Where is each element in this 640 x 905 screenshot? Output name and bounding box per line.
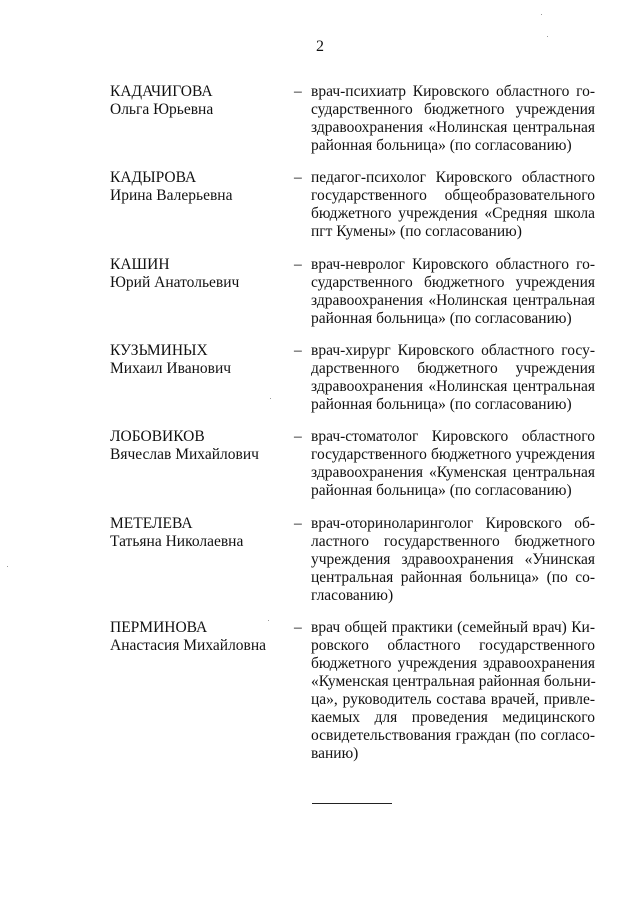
member-given-names: Анастасия Михайловна — [110, 637, 267, 654]
position-line: дарственного бюджетного учреждения — [311, 360, 595, 377]
position-line: гласованию) — [311, 587, 394, 604]
member-surname: КАДЫРОВА — [110, 169, 197, 186]
member-position — [311, 428, 595, 500]
position-line: учреждения здравоохранения «Унинская — [311, 551, 595, 568]
separator-dash: – — [294, 515, 302, 532]
member-position — [311, 342, 595, 414]
separator-dash: – — [294, 256, 302, 273]
member-given-names: Ирина Валерьевна — [110, 187, 233, 204]
scan-speck — [7, 566, 8, 567]
member-position — [311, 83, 595, 155]
position-line: врач-оториноларинголог Кировского об- — [311, 515, 595, 532]
member-surname: ПЕРМИНОВА — [110, 619, 208, 636]
member-surname: ЛОБОВИКОВ — [110, 428, 205, 445]
member-position — [311, 515, 595, 605]
scan-speck — [270, 398, 271, 399]
position-line: ровского областного государственного — [311, 637, 595, 654]
member-surname: МЕТЕЛЕВА — [110, 515, 193, 532]
member-given-names: Юрий Анатольевич — [110, 274, 240, 291]
position-line: здравоохранения «Нолинская центральная — [311, 378, 595, 395]
position-line: сударственного бюджетного учреждения — [311, 274, 595, 291]
position-line: «Куменская центральная районная больни- — [311, 673, 596, 690]
member-position — [311, 619, 595, 763]
member-name — [110, 515, 285, 551]
member-position — [311, 256, 595, 328]
position-line: районная больница» (по согласованию) — [311, 482, 572, 499]
member-name — [110, 428, 285, 464]
member-name — [110, 342, 285, 378]
position-line: врач-невролог Кировского областного го- — [311, 256, 595, 273]
position-line: каемых для проведения медицинского — [311, 709, 595, 726]
scan-speck — [547, 36, 548, 37]
position-line: врач общей практики (семейный врач) Ки- — [311, 619, 595, 636]
member-name — [110, 256, 285, 292]
position-line: районная больница» (по согласованию) — [311, 137, 572, 154]
position-line: районная больница» (по согласованию) — [311, 310, 572, 327]
position-line: здравоохранения «Нолинская центральная — [311, 292, 595, 309]
member-given-names: Вячеслав Михайлович — [110, 446, 259, 463]
position-line: государственного бюджетного учреждения — [311, 446, 595, 463]
position-line: врач-психиатр Кировского областного го- — [311, 83, 595, 100]
position-line: государственного общеобразовательного — [311, 187, 595, 204]
position-line: ластного государственного бюджетного — [311, 533, 595, 550]
member-name — [110, 169, 285, 205]
member-name — [110, 619, 285, 655]
position-line: ца», руководитель состава врачей, привле- — [311, 691, 595, 708]
position-line: бюджетного учреждения здравоохранения — [311, 655, 595, 672]
position-line: освидетельствования граждан (по согласо- — [311, 727, 595, 744]
position-line: педагог-психолог Кировского областного — [311, 169, 595, 186]
member-position — [311, 169, 595, 241]
position-line: сударственного бюджетного учреждения — [311, 101, 595, 118]
member-given-names: Михаил Иванович — [110, 360, 232, 377]
position-line: центральная районная больница» (по со- — [311, 569, 595, 586]
scan-speck — [268, 620, 269, 621]
position-line: здравоохранения «Нолинская центральная — [311, 119, 595, 136]
position-line: пгт Кумены» (по согласованию) — [311, 223, 522, 240]
position-line: врач-хирург Кировского областного госу- — [311, 342, 595, 359]
member-surname: КАШИН — [110, 256, 170, 273]
position-line: ванию) — [311, 745, 359, 762]
position-line: здравоохранения «Куменская центральная — [311, 464, 595, 481]
separator-dash: – — [294, 619, 302, 636]
separator-dash: – — [294, 342, 302, 359]
member-given-names: Ольга Юрьевна — [110, 101, 214, 118]
position-line: врач-стоматолог Кировского областного — [311, 428, 595, 445]
scan-speck — [541, 14, 542, 15]
page-number: 2 — [316, 38, 324, 55]
member-surname: КАДАЧИГОВА — [110, 83, 213, 100]
member-surname: КУЗЬМИНЫХ — [110, 342, 208, 359]
position-line: районная больница» (по согласованию) — [311, 396, 572, 413]
member-name — [110, 83, 285, 119]
separator-dash: – — [294, 169, 302, 186]
separator-dash: – — [294, 83, 302, 100]
separator-dash: – — [294, 428, 302, 445]
closing-rule — [312, 803, 392, 804]
position-line: бюджетного учреждения «Средняя школа — [311, 205, 595, 222]
member-given-names: Татьяна Николаевна — [110, 533, 244, 550]
